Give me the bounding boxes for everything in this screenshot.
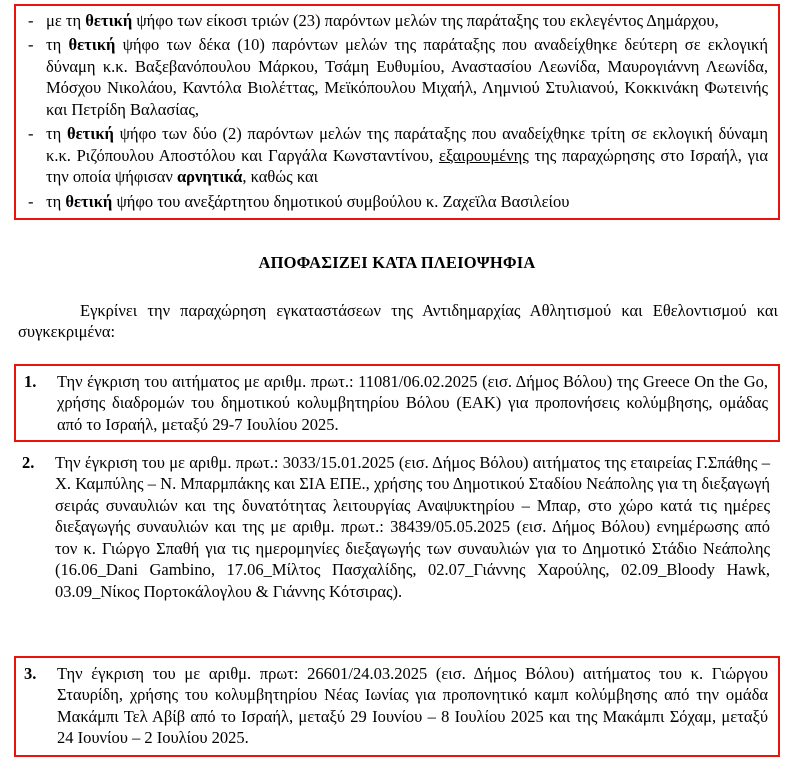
dash-bullet: - <box>28 35 34 55</box>
dash-bullet: - <box>28 124 34 144</box>
decision-item-3 <box>14 656 780 757</box>
item-number: 3. <box>24 664 37 683</box>
decision-item-2 <box>14 452 780 602</box>
list-item-text: τη θετική ψήφο των δέκα (10) παρόντων μελών της παράταξης που αναδείχθηκε δεύτερη σε εκλογική δύναμη κ.κ. Βαξεβανόπουλου Μάρκου, Τσάμη Ευθυμίου, Αναστασίου Λεωνίδα, Μαυρογιάννη Λεωνίδα, Μόσχου Νικολάου, Καντόλα Βιολέττας, Μεϊκόπουλου Μιχαήλ, Λημνιού Στυλιανού, Κοκκινάκη Φωτεινής και Πετρίδη Βαλασίας, <box>46 35 768 119</box>
dash-bullet: - <box>28 191 34 211</box>
dash-bullet: - <box>28 11 34 30</box>
list-item <box>24 123 768 187</box>
list-item-text: με τη θετική ψήφο των είκοσι τριών (23) παρόντων μελών της παράταξης του εκλεγέντος Δημάρχου, <box>46 11 719 30</box>
list-item-text: τη θετική ψήφο των δύο (2) παρόντων μελών της παράταξης που αναδείχθηκε τρίτη σε εκλογική δύναμη κ.κ. Ριζόπουλου Αποστόλου και Γαργάλα Κωνσταντίνου, εξαιρουμένης της παραχώρησης στο Ισραήλ, για την οποία ψήφισαν αρνητικά, καθώς και <box>46 124 769 187</box>
voting-summary-list <box>24 10 768 212</box>
item-number: 1. <box>24 372 37 391</box>
intro-paragraph: Εγκρίνει την παραχώρηση εγκαταστάσεων της Αντιδημαρχίας Αθλητισμού και Εθελοντισμού και συγκεκριμένα: <box>18 301 778 342</box>
decision-heading: ΑΠΟΦΑΣΙΖΕΙ ΚΑΤΑ ΠΛΕΙΟΨΗΦΙΑ <box>258 253 536 272</box>
item-number: 2. <box>22 453 35 472</box>
item-text: Την έγκριση του αιτήματος με αριθμ. πρωτ.: 11081/06.02.2025 (εισ. Δήμος Βόλου) της Greece On the Go, χρήσης διαδρομών του δημοτικού κολυμβητηρίου Βόλου (ΕΑΚ) για προπονήσεις κολύμβησης, ομάδας από το Ισραήλ, μεταξύ 29-7 Ιουλίου 2025. <box>57 372 768 434</box>
item-text: Την έγκριση του με αριθμ. πρωτ: 26601/24.03.2025 (εισ. Δήμος Βόλου) αιτήματος του κ. Γιώργου Σταυρίδη, χρήσης του κολυμβητηρίου Νέας Ιωνίας για προπονητικό καμπ κολύμβησης από την ομάδα Μακάμπι Τελ Αβίβ από το Ισραήλ, μεταξύ 29 Ιουνίου – 8 Ιουλίου 2025 και της Μακάμπι Σόχαμ, μεταξύ 24 Ιουνίου – 2 Ιουλίου 2025. <box>57 664 768 748</box>
voting-summary-block <box>14 4 780 220</box>
list-item <box>24 191 768 212</box>
item-text: Την έγκριση του με αριθμ. πρωτ.: 3033/15.01.2025 (εισ. Δήμος Βόλου) αιτήματος της εταιρείας Γ.Σπάθης – Χ. Καμπύλης – Ν. Μπαρμπάκης και ΣΙΑ ΕΠΕ., χρήσης του Δημοτικού Σταδίου Νεάπολης για τη διεξαγωγή σειράς συναυλιών και της δυνατότητας λειτουργίας Αναψυκτηρίου – Μπαρ, στο χώρο κατά τις ημέρες διεξαγωγής συναυλιών και της με αριθμ. πρωτ.: 38439/05.05.2025 (εισ. Δήμος Βόλου) ενημέρωσης από τον κ. Γιώργο Σπαθή για τις ημερομηνίες διεξαγωγής των συναυλιών για το Δημοτικό Στάδιο Νεάπολης (16.06_Dani Gambino, 17.06_Μίλτος Πασχαλίδης, 02.07_Γιάννης Χαρούλης, 02.09_Bloody Hawk, 03.09_Νίκος Πορτοκάλογλου & Γιάννης Κότσιρας). <box>55 453 770 601</box>
list-item <box>24 34 768 120</box>
list-item-text: τη θετική ψήφο του ανεξάρτητου δημοτικού συμβούλου κ. Ζαχεϊλα Βασιλείου <box>46 191 570 211</box>
decision-item-1 <box>14 364 780 442</box>
list-item <box>24 10 768 31</box>
